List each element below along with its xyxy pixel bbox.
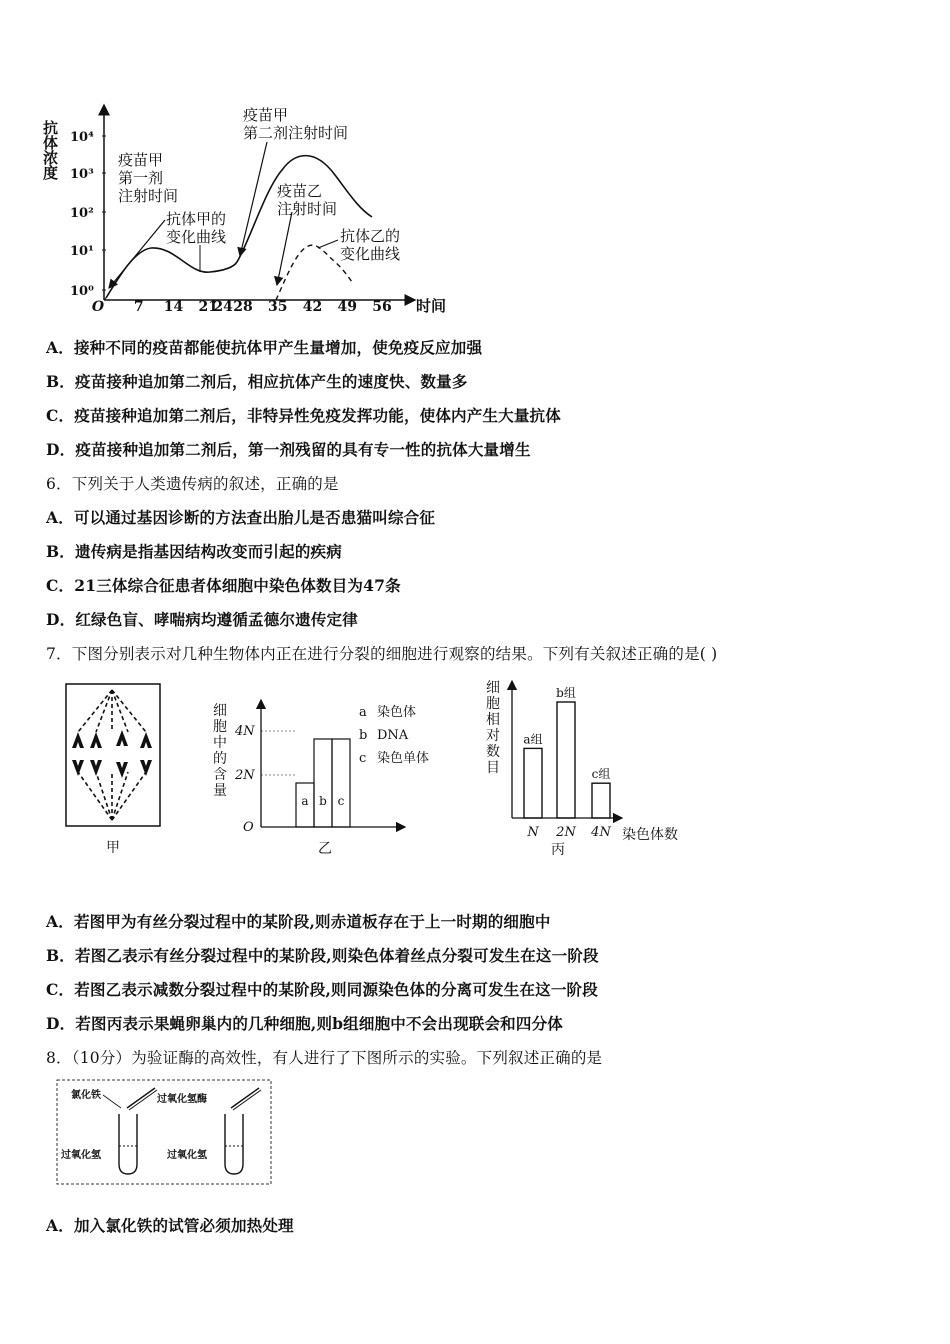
svg-text:抗体甲的: 抗体甲的 xyxy=(166,210,227,228)
tube1 xyxy=(119,1114,137,1174)
x-tick-label: 28 xyxy=(233,299,253,315)
bing-x-tick: 4N xyxy=(591,825,611,840)
bing-bar xyxy=(524,748,542,818)
yi-bars xyxy=(261,731,350,827)
caption-yi: 乙 xyxy=(318,841,332,857)
q7-option-b[interactable]: B．若图乙表示有丝分裂过程中的某阶段,则染色体着丝点分裂可发生在这一阶段 xyxy=(46,946,599,965)
y-tick-label: 10³ xyxy=(70,167,94,182)
pointer-curve-yi xyxy=(318,240,338,248)
y-tick-label: 10⁰ xyxy=(70,284,94,299)
q5-option-b[interactable]: B．疫苗接种追加第二剂后，相应抗体产生的速度快、数量多 xyxy=(46,372,468,391)
yi-y-label-char: 细 xyxy=(213,703,227,719)
antibody-chart xyxy=(40,100,460,320)
q8-option-a[interactable]: A．加入氯化铁的试管必须加热处理 xyxy=(46,1216,294,1235)
bing-x-tick: N xyxy=(527,825,539,840)
svg-text:染色单体: 染色单体 xyxy=(377,751,430,766)
note-curve-yi xyxy=(340,227,400,263)
svg-text:c: c xyxy=(359,751,367,766)
q6-option-c[interactable]: C．21三体综合征患者体细胞中染色体数目为47条 xyxy=(46,576,401,595)
y-ticks xyxy=(70,130,106,299)
tube1-pointer xyxy=(103,1095,121,1108)
tube1-dropper-b xyxy=(129,1090,157,1110)
q7-option-a[interactable]: A．若图甲为有丝分裂过程中的某阶段,则赤道板存在于上一时期的细胞中 xyxy=(46,912,551,931)
x-tick-label: 35 xyxy=(268,299,288,315)
note-vaccine-yi xyxy=(277,182,337,218)
yi-y-label-char: 量 xyxy=(213,783,227,799)
svg-text:疫苗甲: 疫苗甲 xyxy=(118,151,164,169)
q5-option-c[interactable]: C．疫苗接种追加第二剂后，非特异性免疫发挥功能，使体内产生大量抗体 xyxy=(46,406,561,425)
bing-x-tick: 2N xyxy=(556,825,576,840)
caption-bing: 丙 xyxy=(551,842,565,858)
tube2 xyxy=(225,1114,243,1174)
svg-text:疫苗甲: 疫苗甲 xyxy=(243,106,289,124)
arrow-vaccine-yi xyxy=(277,212,292,285)
bing-y-label-char: 对 xyxy=(486,728,500,744)
q5-option-a[interactable]: A．接种不同的疫苗都能使抗体甲产生量增加，使免疫反应加强 xyxy=(46,338,483,357)
svg-text:第一剂: 第一剂 xyxy=(118,169,164,187)
yi-bar-letter: b xyxy=(319,794,327,808)
x-tick-label: 24 xyxy=(213,299,233,315)
yi-bar-letter: a xyxy=(301,794,309,808)
bing-bar xyxy=(557,702,575,818)
cell-border xyxy=(66,684,160,826)
y-axis-label-1: 抗体浓度 xyxy=(41,120,59,180)
y-tick-label: 10⁴ xyxy=(70,130,94,145)
yi-tick-4n: 4N xyxy=(235,724,255,739)
bing-y-label-char: 数 xyxy=(486,744,500,760)
q6-option-a[interactable]: A．可以通过基因诊断的方法查出胎儿是否患猫叫综合征 xyxy=(46,508,436,527)
bing-bar-label: a组 xyxy=(523,732,543,747)
tube2-side-label: 过氧化氢 xyxy=(167,1150,207,1161)
yi-tick-o: O xyxy=(243,820,254,835)
bing-bar xyxy=(592,783,610,818)
note-curve-jia xyxy=(166,210,226,246)
svg-text:注射时间: 注射时间 xyxy=(277,200,338,218)
note-first-dose xyxy=(118,151,178,205)
q6-stem: 6．下列关于人类遗传病的叙述，正确的是 xyxy=(46,475,339,493)
yi-legend xyxy=(359,704,429,766)
tube2-dropper-b xyxy=(233,1090,261,1110)
bing-y-label-char: 目 xyxy=(486,760,500,776)
yi-bar-letter: c xyxy=(337,794,345,808)
x-ticks xyxy=(92,299,392,315)
q7-stem: 7．下图分别表示对几种生物体内正在进行分裂的细胞进行观察的结果。下列有关叙述正确的是( ) xyxy=(46,645,718,663)
bar-chart-bing xyxy=(482,676,697,861)
x-tick-label: 14 xyxy=(163,299,184,315)
q7-option-d[interactable]: D．若图丙表示果蝇卵巢内的几种细胞,则b组细胞中不会出现联会和四分体 xyxy=(46,1014,563,1033)
svg-text:b: b xyxy=(359,728,368,743)
svg-text:a: a xyxy=(359,705,367,720)
yi-tick-2n: 2N xyxy=(235,768,255,783)
x-tick-label: 7 xyxy=(133,299,144,315)
tube1-dropper xyxy=(127,1088,155,1108)
bing-y-label-char: 相 xyxy=(486,712,500,728)
svg-text:第二剂注射时间: 第二剂注射时间 xyxy=(243,124,349,142)
yi-y-label-char: 含 xyxy=(213,767,227,783)
y-tick-label: 10¹ xyxy=(70,244,94,259)
yi-y-label-char: 胞 xyxy=(213,719,227,735)
note-second-dose xyxy=(243,106,348,142)
bing-y-label xyxy=(486,680,500,776)
cell-figure-jia xyxy=(60,680,170,860)
x-tick-label: O xyxy=(91,299,105,315)
test-tube-figure xyxy=(55,1078,275,1190)
q5-option-d[interactable]: D．疫苗接种追加第二剂后，第一剂残留的具有专一性的抗体大量增生 xyxy=(46,440,531,459)
caption-jia: 甲 xyxy=(106,840,120,856)
x-axis-label: 时间 xyxy=(416,297,447,315)
chromosomes-top xyxy=(72,730,152,748)
bing-bar-label: b组 xyxy=(556,686,576,700)
svg-text:DNA: DNA xyxy=(377,728,409,743)
arrow-first-dose xyxy=(109,220,165,288)
q8-stem: 8．（10分）为验证酶的高效性，有人进行了下图所示的实验。下列叙述正确的是 xyxy=(46,1049,603,1067)
yi-y-label xyxy=(213,703,227,799)
bing-bars xyxy=(523,686,611,840)
yi-y-label-char: 的 xyxy=(213,751,227,767)
q6-option-d[interactable]: D．红绿色盲、哮喘病均遵循孟德尔遗传定律 xyxy=(46,610,358,629)
x-tick-label: 56 xyxy=(372,299,392,315)
y-tick-label: 10² xyxy=(70,206,94,221)
yi-bar xyxy=(314,739,332,827)
q7-option-c[interactable]: C．若图乙表示减数分裂过程中的某阶段,则同源染色体的分离可发生在这一阶段 xyxy=(46,980,598,999)
bing-y-label-char: 细 xyxy=(486,680,500,696)
svg-text:疫苗乙: 疫苗乙 xyxy=(277,182,323,200)
x-tick-label: 49 xyxy=(337,299,357,315)
bar-chart-yi xyxy=(205,695,455,860)
bing-x-label: 染色体数 xyxy=(622,827,678,843)
yi-y-label-char: 中 xyxy=(213,735,227,751)
spindle-fibers xyxy=(78,690,146,820)
svg-text:抗体乙的: 抗体乙的 xyxy=(340,227,401,245)
tube1-top-label: 氯化铁 xyxy=(71,1090,101,1101)
svg-text:变化曲线: 变化曲线 xyxy=(166,228,227,246)
tube2-dropper xyxy=(231,1088,259,1108)
q6-option-b[interactable]: B．遗传病是指基因结构改变而引起的疾病 xyxy=(46,542,342,561)
bing-y-label-char: 胞 xyxy=(486,696,500,712)
x-tick-label: 42 xyxy=(302,299,323,315)
arrow-second-dose xyxy=(240,142,267,256)
svg-text:变化曲线: 变化曲线 xyxy=(340,245,401,263)
bing-bar-label: c组 xyxy=(591,767,611,782)
x-tick-label: 21 xyxy=(198,299,218,315)
svg-text:染色体: 染色体 xyxy=(377,705,417,720)
tube2-top-label: 过氧化氢酶 xyxy=(157,1094,207,1105)
yi-bar xyxy=(332,739,350,827)
tube1-side-label: 过氧化氢 xyxy=(61,1150,101,1161)
svg-text:注射时间: 注射时间 xyxy=(118,187,179,205)
